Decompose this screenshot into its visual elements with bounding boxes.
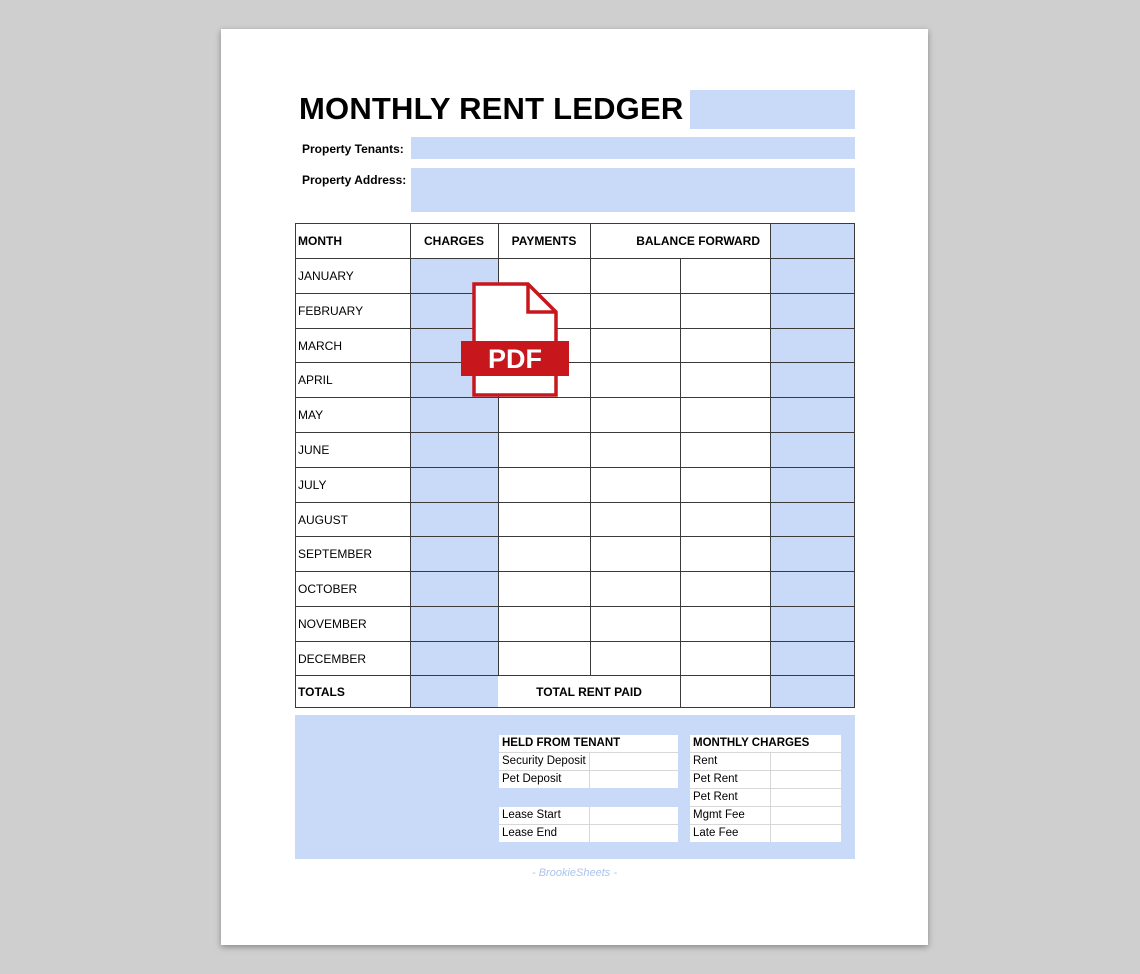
- monthly-charges-table: [690, 735, 841, 842]
- header-month: MONTH: [298, 234, 342, 248]
- month-label: MARCH: [298, 339, 342, 353]
- grid-line: [295, 397, 855, 398]
- grid-line: [295, 707, 855, 708]
- grid-line: [295, 571, 855, 572]
- info-panel: [295, 715, 855, 859]
- grid-line: [295, 502, 855, 503]
- month-label: AUGUST: [298, 513, 349, 527]
- totals-label: TOTALS: [298, 685, 345, 699]
- grid-line: [295, 641, 855, 642]
- table-divider: [589, 807, 590, 842]
- month-label: OCTOBER: [298, 582, 358, 596]
- grid-line: [295, 223, 855, 224]
- property-tenants-label: Property Tenants:: [302, 142, 404, 156]
- grid-line: [295, 258, 855, 259]
- charge-label: Pet Rent: [693, 773, 738, 785]
- held-from-tenant-header: HELD FROM TENANT: [502, 737, 621, 749]
- pdf-file-icon: [460, 282, 570, 398]
- last-column-fill: [770, 223, 855, 708]
- property-address-field[interactable]: [411, 168, 855, 212]
- month-label: APRIL: [298, 373, 333, 387]
- pet-deposit-label: Pet Deposit: [502, 773, 562, 785]
- title-fill-box[interactable]: [690, 90, 855, 129]
- grid-line: [295, 293, 855, 294]
- table-row[interactable]: [690, 771, 841, 789]
- grid-line: [295, 432, 855, 433]
- table-divider: [770, 753, 771, 842]
- ledger-page: [221, 29, 928, 945]
- month-label: JANUARY: [298, 269, 354, 283]
- pdf-badge-label: PDF: [488, 344, 542, 374]
- held-from-tenant-table: [499, 735, 678, 788]
- grid-line: [295, 362, 855, 363]
- month-label: JUNE: [298, 443, 330, 457]
- month-label: DECEMBER: [298, 652, 367, 666]
- table-row: [499, 735, 678, 753]
- header-balance-forward: BALANCE FORWARD: [636, 234, 760, 248]
- header-charges: CHARGES: [423, 234, 484, 248]
- grid-line: [590, 223, 591, 675]
- table-row[interactable]: [690, 789, 841, 807]
- grid-line: [410, 223, 411, 708]
- charge-label: Late Fee: [693, 827, 739, 839]
- month-label: SEPTEMBER: [298, 547, 373, 561]
- grid-line: [295, 467, 855, 468]
- brand-footer: - BrookieSheets -: [532, 867, 617, 879]
- month-label: FEBRUARY: [298, 304, 364, 318]
- ledger-table: [295, 223, 855, 708]
- lease-dates-table: [499, 807, 678, 842]
- charge-label: Rent: [693, 755, 718, 767]
- lease-start-label: Lease Start: [502, 809, 561, 821]
- monthly-charges-header: MONTHLY CHARGES: [693, 737, 810, 749]
- lease-end-label: Lease End: [502, 827, 557, 839]
- grid-line: [295, 536, 855, 537]
- table-row[interactable]: [690, 753, 841, 771]
- charge-label: Mgmt Fee: [693, 809, 745, 821]
- header-payments: PAYMENTS: [511, 234, 577, 248]
- grid-line: [295, 328, 855, 329]
- table-row[interactable]: [690, 825, 841, 842]
- property-address-label: Property Address:: [302, 173, 407, 187]
- table-row[interactable]: [690, 807, 841, 825]
- table-divider: [589, 753, 590, 788]
- security-deposit-label: Security Deposit: [502, 755, 586, 767]
- grid-line: [680, 258, 681, 708]
- grid-line: [770, 223, 771, 708]
- charge-label: Pet Rent: [693, 791, 738, 803]
- grid-line: [854, 223, 855, 708]
- month-label: JULY: [298, 478, 327, 492]
- grid-line: [295, 223, 296, 708]
- total-rent-paid-label: TOTAL RENT PAID: [536, 685, 642, 699]
- page-title: MONTHLY RENT LEDGER: [299, 91, 684, 126]
- month-label: MAY: [298, 408, 324, 422]
- month-label: NOVEMBER: [298, 617, 367, 631]
- property-tenants-field[interactable]: [411, 137, 855, 159]
- grid-line: [295, 606, 855, 607]
- table-row: [690, 735, 841, 753]
- grid-line: [295, 675, 855, 676]
